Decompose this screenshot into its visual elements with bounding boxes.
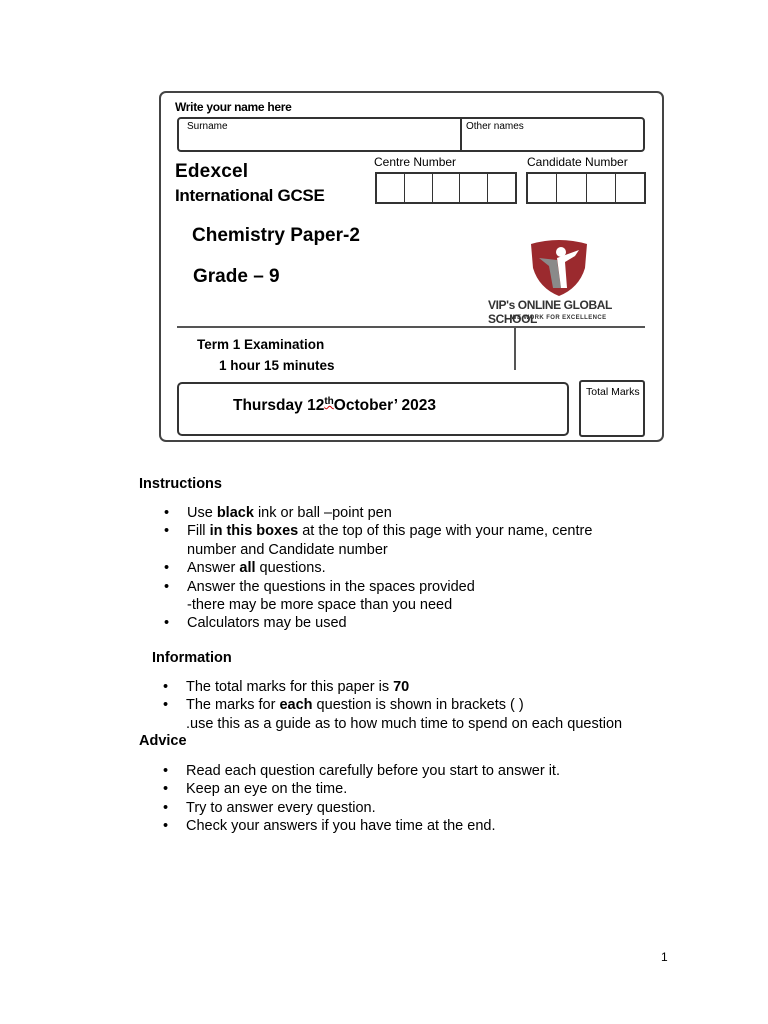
surname-field[interactable] [177, 117, 462, 152]
item-continuation: .use this as a guide as to how much time to spend on each question [186, 715, 623, 732]
date-day: Thursday 12 [233, 397, 325, 415]
school-logo [487, 238, 642, 328]
divider-vertical [514, 328, 516, 370]
item-text: Answer [187, 560, 240, 577]
other-names-field[interactable] [460, 117, 645, 152]
item-continuation: -there may be more space than you need [187, 597, 453, 614]
candidate-number-label: Candidate Number [527, 155, 628, 169]
item-text: question is shown in brackets ( ) [312, 697, 524, 714]
instructions-list [187, 504, 592, 633]
information-heading: Information [152, 650, 232, 666]
qualification-name: International GCSE [175, 186, 325, 205]
total-marks-box [579, 380, 645, 437]
list-item: • Try to answer every question. [186, 799, 560, 817]
list-item [187, 504, 592, 522]
centre-number-boxes[interactable] [375, 172, 517, 204]
item-text: ink or ball –point pen [253, 505, 392, 521]
school-crest-icon [527, 238, 591, 298]
candidate-number-boxes[interactable] [526, 172, 646, 204]
item-bold-text: each [279, 697, 313, 714]
advice-heading: Advice [139, 733, 187, 749]
term-label: Term 1 Examination [197, 337, 325, 352]
list-item: • Keep an eye on the time. [186, 780, 560, 798]
list-item: • Read each question carefully before you start to answer it. [186, 762, 560, 780]
school-name: VIP's ONLINE GLOBAL SCHOOL [488, 298, 612, 326]
item-text: Calculators may be used [187, 615, 347, 632]
instructions-heading: Instructions [139, 476, 222, 492]
list-item [187, 578, 592, 615]
centre-number-label: Centre Number [374, 155, 457, 169]
item-bold-text: all [239, 560, 256, 577]
item-bold-text: black [216, 505, 254, 521]
item-text: at the top of this page with your name, centre [298, 523, 593, 540]
item-bold-text: in this boxes [209, 523, 299, 540]
date-box [177, 382, 569, 436]
item-text: Fill [187, 523, 210, 540]
item-text: The marks for [186, 697, 280, 714]
list-item: • Check your answers if you have time at the end. [186, 817, 560, 835]
divider [177, 326, 645, 328]
duration-label: 1 hour 15 minutes [219, 358, 335, 373]
exam-cover-box [159, 91, 664, 442]
exam-date [233, 396, 436, 415]
list-item [187, 522, 592, 559]
grade-label: Grade – 9 [193, 266, 280, 287]
item-continuation: number and Candidate number [187, 541, 388, 558]
item-text: Use [187, 505, 217, 521]
list-item [187, 614, 592, 632]
item-text: Answer the questions in the spaces provided [187, 578, 475, 595]
date-rest: October’ 2023 [333, 397, 437, 415]
item-text: questions. [255, 560, 326, 577]
list-item [187, 559, 592, 577]
information-list [186, 678, 622, 733]
page-number: 1 [661, 950, 668, 964]
school-tagline: WE WORK FOR EXCELLENCE [511, 315, 607, 321]
item-bold-text: 70 [393, 679, 410, 695]
surname-label: Surname [187, 121, 228, 132]
paper-title: Chemistry Paper-2 [192, 225, 360, 246]
other-names-label: Other names [466, 121, 524, 132]
list-item [186, 678, 622, 696]
total-marks-label: Total Marks [586, 386, 640, 398]
item-text: The total marks for this paper is [186, 679, 394, 695]
list-item [186, 696, 622, 733]
advice-list [186, 762, 560, 836]
board-name: Edexcel [175, 161, 249, 182]
write-name-label: Write your name here [175, 100, 292, 114]
date-suffix: th [324, 396, 334, 407]
